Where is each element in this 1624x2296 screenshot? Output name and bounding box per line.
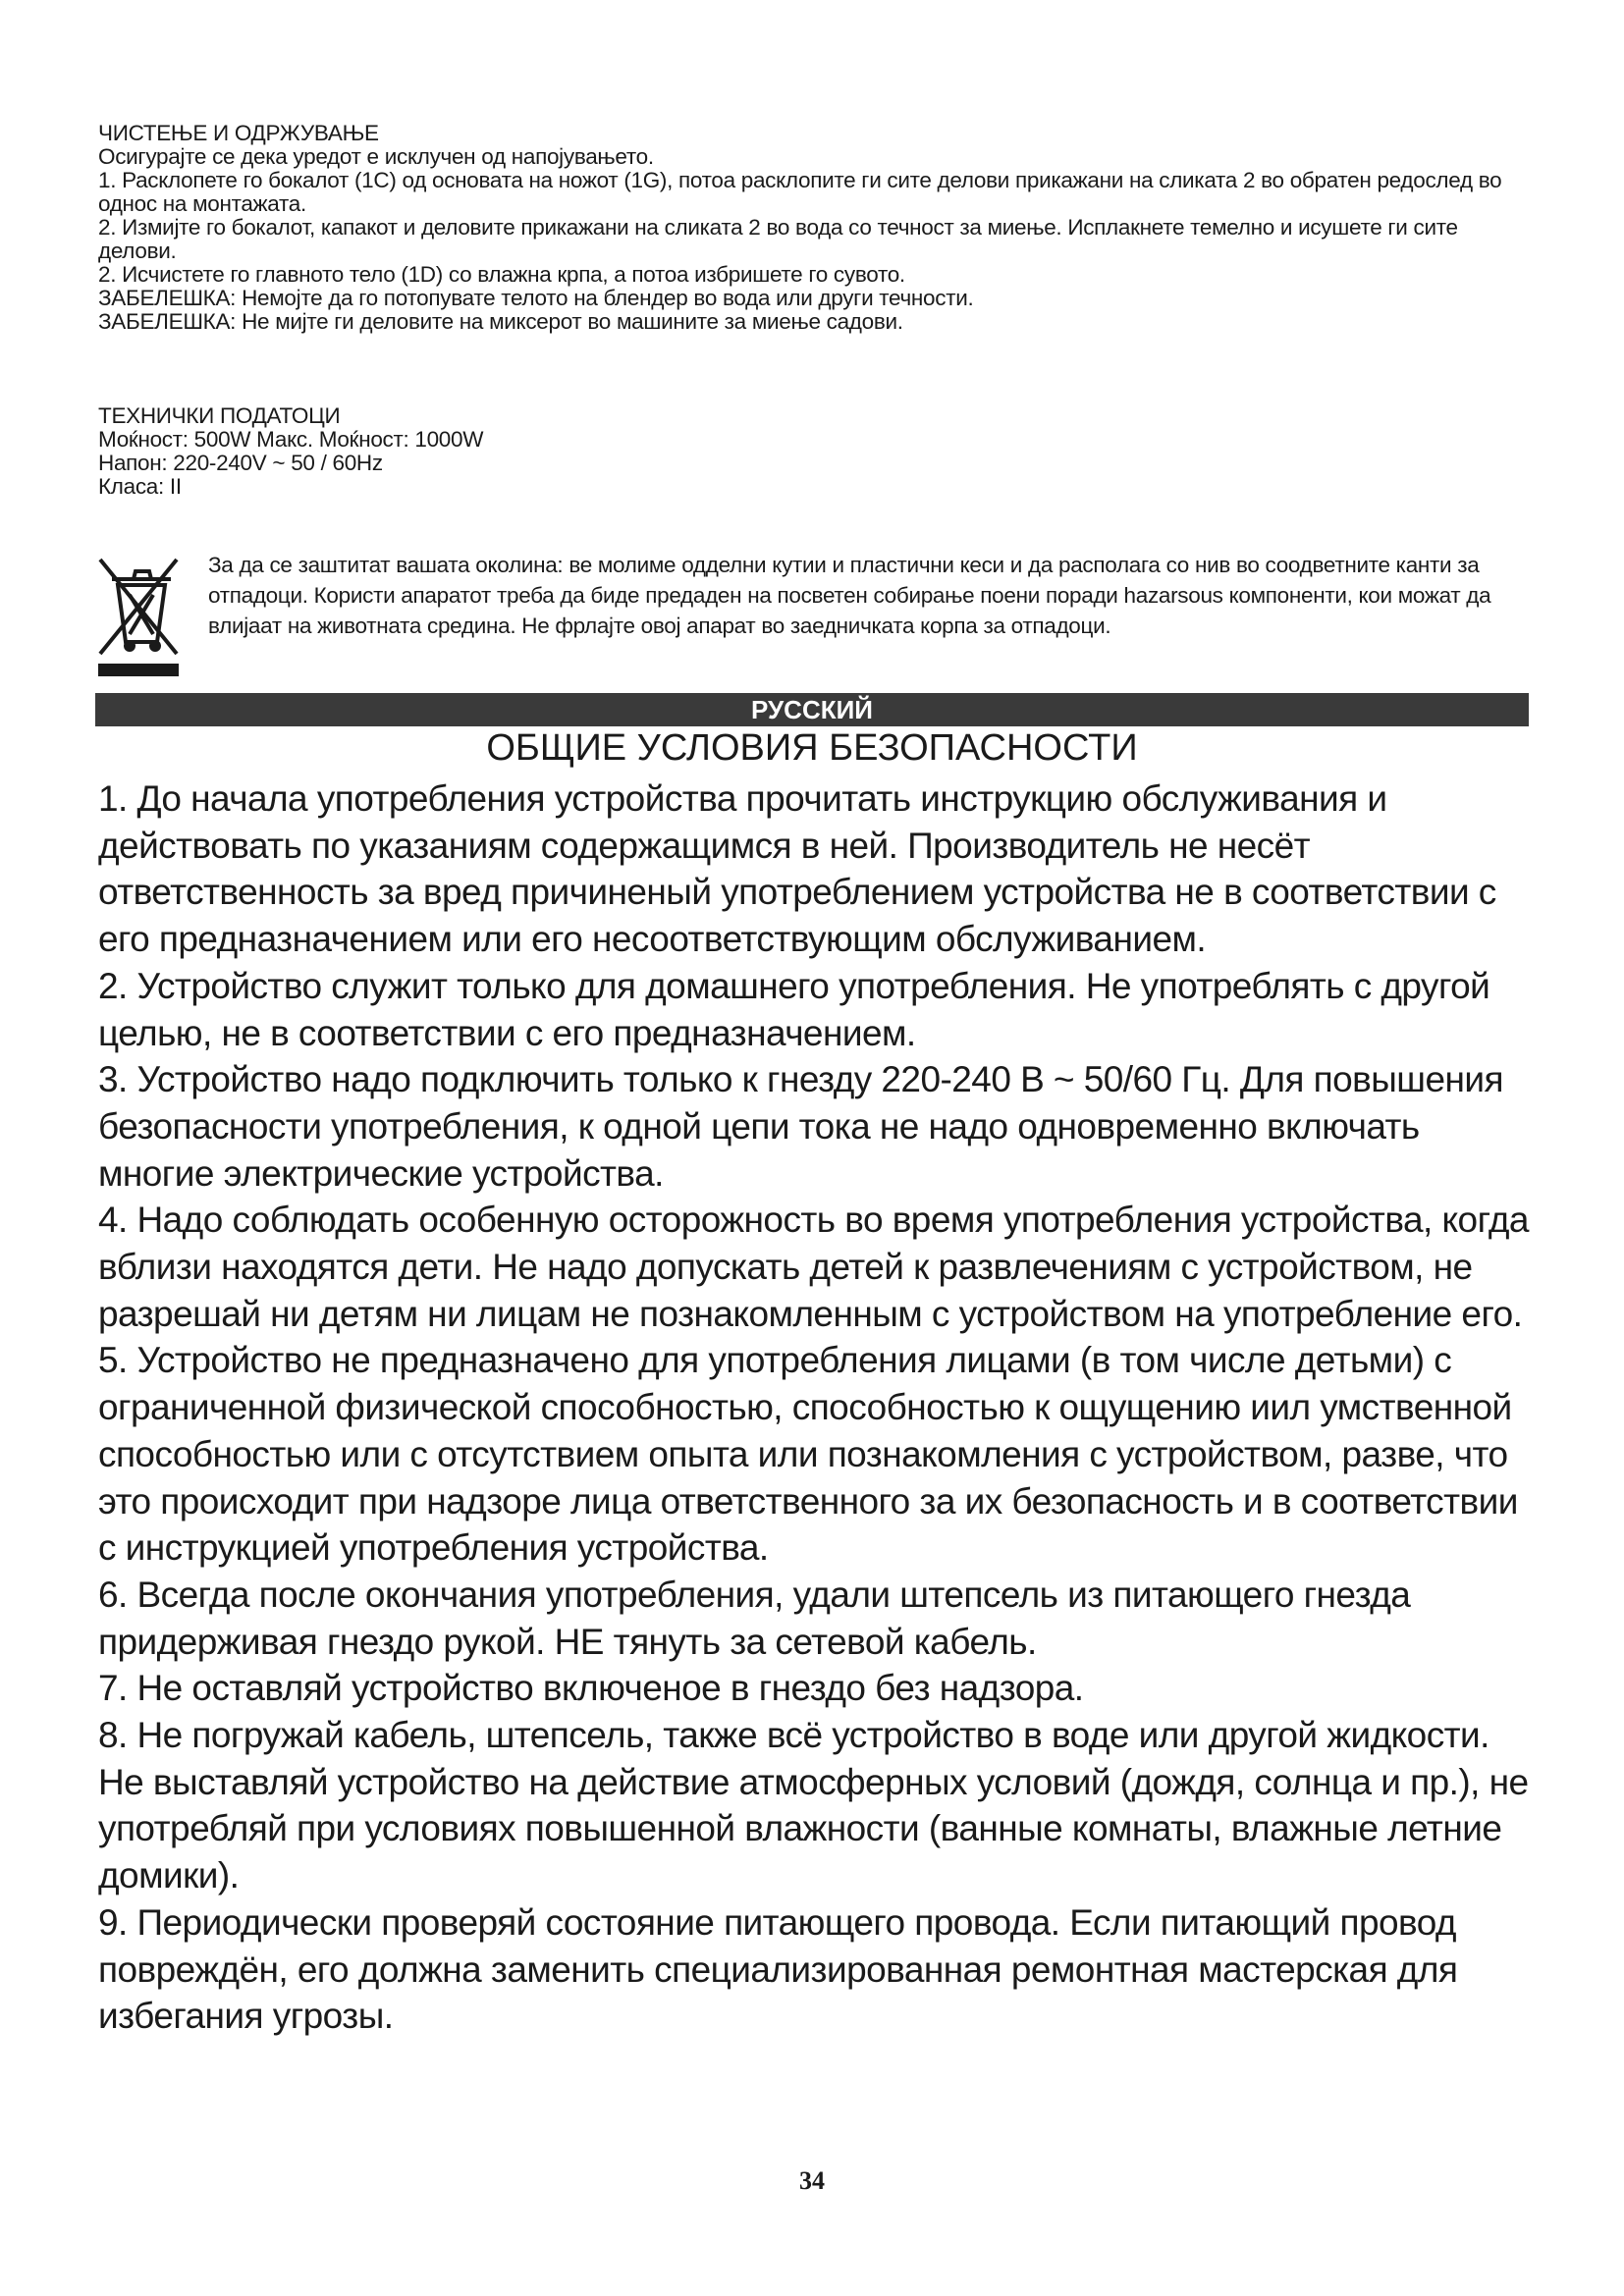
cleaning-line: 1. Расклопете го бокалот (1C) од основата на ножот (1G), потоа расклопите ги сите делови прикажани на сликата 2 во обратен редослед во однос на монтажата. <box>98 168 1502 216</box>
cleaning-section <box>98 122 1532 334</box>
cleaning-line: 2. Измијте го бокалот, капакот и деловите прикажани на сликата 2 во вода со течност за миење. Исплакнете темелно и исушете ги сите делови. <box>98 215 1458 263</box>
technical-title: ТЕХНИЧКИ ПОДАТОЦИ <box>98 403 341 428</box>
cleaning-title: ЧИСТЕЊЕ И ОДРЖУВАЊЕ <box>98 121 379 145</box>
page-number: 34 <box>799 2166 825 2195</box>
safety-item: 8. Не погружай кабель, штепсель, также всё устройство в воде или другой жидкости. Не выставляй устройство на действие атмосферных условий (дождя, солнца и пр.), не употребляй при условиях повышенной влажности (ванные комнаты, влажные летние домики). <box>98 1715 1529 1896</box>
cleaning-line: Осигурајте се дека уредот е исклучен од напојувањето. <box>98 144 654 169</box>
safety-title: ОБЩИЕ УСЛОВИЯ БЕЗОПАСНОСТИ <box>486 727 1138 769</box>
cleaning-line: ЗАБЕЛЕШКА: Не мијте ги деловите на миксерот во машините за миење садови. <box>98 309 903 334</box>
safety-item: 6. Всегда после окончания употребления, удали штепсель из питающего гнезда придерживая гнездо рукой. НЕ тянуть за сетевой кабель. <box>98 1574 1411 1662</box>
disposal-notice: За да се заштитат вашата околина: ве молиме одделни кутии и пластични кеси и да располага со нив во соодветните канти за отпадоци. Користи апаратот треба да биде предаден на посветен собирање поени поради hazarsous компоненти, кои можат да влијаат на животната средина. Не фрлајте овој апарат во заедничката корпа за отпадоци. <box>208 553 1491 638</box>
language-header-bar <box>95 693 1529 726</box>
technical-line: Моќност: 500W Макс. Моќност: 1000W <box>98 427 484 452</box>
safety-item: 9. Периодически проверяй состояние питающего провода. Если питающий провод повреждён, его должна заменить специализированная ремонтная мастерская для избегания угрозы. <box>98 1901 1458 2037</box>
safety-item: 1. До начала употребления устройства прочитать инструкцию обслуживания и действовать по указаниям содержащимся в ней. Производитель не несёт ответственность за вред причиненый употреблением устройства не в соответствии с его предназначением или его несоответствующим обслуживанием. <box>98 778 1496 960</box>
crossed-out-wheelie-bin-icon <box>96 552 181 677</box>
cleaning-line: ЗАБЕЛЕШКА: Немојте да го потопувате телото на блендер во вода или други течности. <box>98 286 974 310</box>
safety-item: 4. Надо соблюдать особенную осторожность во время употребления устройства, когда вблизи находятся дети. Не надо допускать детей к развлечениям с устройством, не разрешай ни детям ни лицам не познакомленным с устройством на употребление его. <box>98 1200 1529 1334</box>
technical-line: Класа: II <box>98 474 182 499</box>
cleaning-line: 2. Исчистете го главното тело (1D) со влажна крпа, а потоа избришете го сувото. <box>98 262 905 287</box>
safety-item: 7. Не оставляй устройство включеное в гнездо без надзора. <box>98 1668 1084 1709</box>
safety-list <box>98 775 1542 2040</box>
technical-line: Напон: 220-240V ~ 50 / 60Hz <box>98 451 383 475</box>
language-label: РУССКИЙ <box>751 695 873 724</box>
safety-item: 5. Устройство не предназначено для употребления лицами (в том числе детьми) с ограниченной физической способностью, способностью к ощущению иил умственной способностью или с отсутствием опыта или познакомления с устройством, разве, что это происходит при надзоре лица ответственного за их безопасность и в соответствии с инструкцией употребления устройства. <box>98 1340 1518 1569</box>
safety-item: 2. Устройство служит только для домашнего употребления. Не употреблять с другой целью, не в соответствии с его предназначением. <box>98 965 1490 1053</box>
safety-item: 3. Устройство надо подключить только к гнезду 220-240 В ~ 50/60 Гц. Для повышения безопасности употребления, к одной цепи тока не надо одновременно включать многие электрические устройства. <box>98 1059 1503 1194</box>
technical-section <box>98 404 1532 499</box>
